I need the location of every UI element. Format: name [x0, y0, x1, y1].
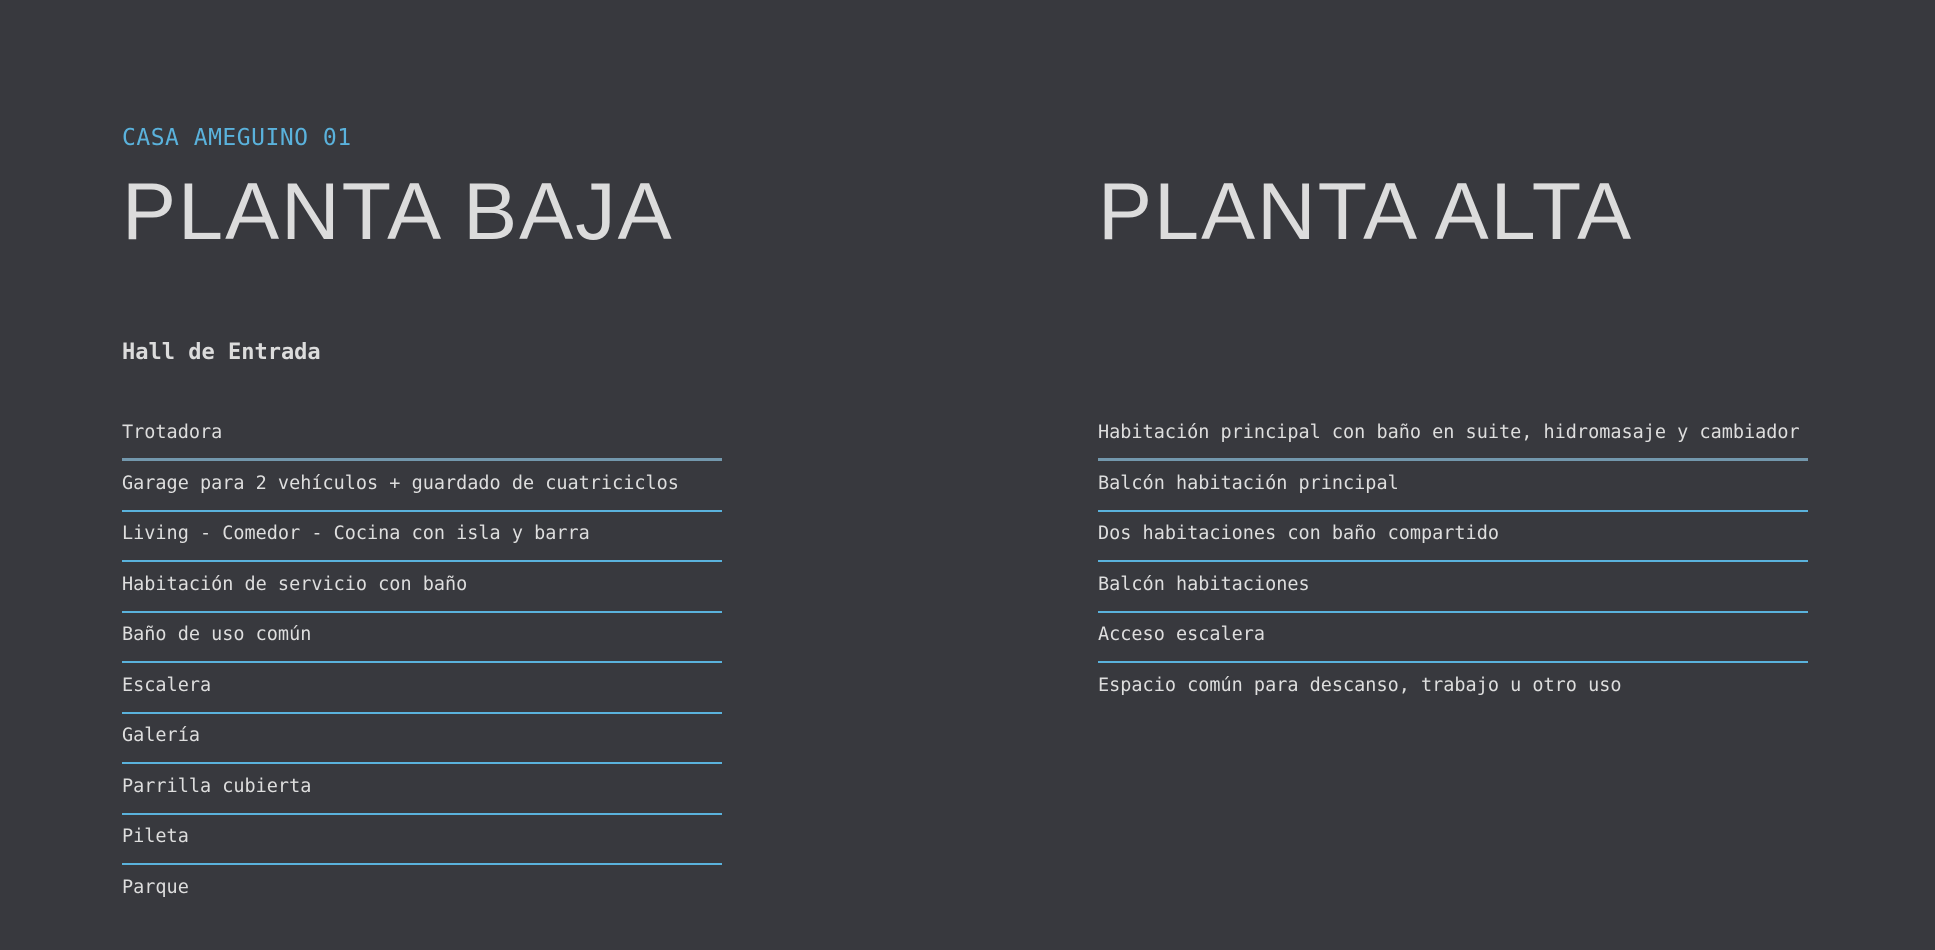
feature-item: Galería: [122, 716, 722, 764]
feature-item: Habitación de servicio con baño: [122, 565, 722, 613]
feature-item: Pileta: [122, 817, 722, 865]
ground-floor-feature-list: [122, 413, 722, 916]
feature-item: Habitación principal con baño en suite, hidromasaje y cambiador: [1098, 413, 1808, 461]
feature-item: Balcón habitación principal: [1098, 464, 1808, 512]
ground-floor-title: PLANTA BAJA: [122, 167, 674, 257]
feature-item: Espacio común para descanso, trabajo u otro uso: [1098, 674, 1622, 696]
ground-floor-subheading: Hall de Entrada: [122, 340, 321, 365]
upper-floor-feature-list: [1098, 413, 1808, 714]
upper-floor-title: PLANTA ALTA: [1098, 167, 1634, 257]
feature-item: Parque: [122, 876, 189, 898]
feature-item: Acceso escalera: [1098, 615, 1808, 663]
feature-item: Dos habitaciones con baño compartido: [1098, 514, 1808, 562]
feature-item: Escalera: [122, 666, 722, 714]
feature-item: Baño de uso común: [122, 615, 722, 663]
feature-item: Parrilla cubierta: [122, 767, 722, 815]
feature-item: Balcón habitaciones: [1098, 565, 1808, 613]
feature-item: Garage para 2 vehículos + guardado de cuatriciclos: [122, 464, 722, 512]
feature-item: Trotadora: [122, 413, 722, 461]
feature-item: Living - Comedor - Cocina con isla y barra: [122, 514, 722, 562]
project-name: CASA AMEGUINO 01: [122, 125, 352, 151]
